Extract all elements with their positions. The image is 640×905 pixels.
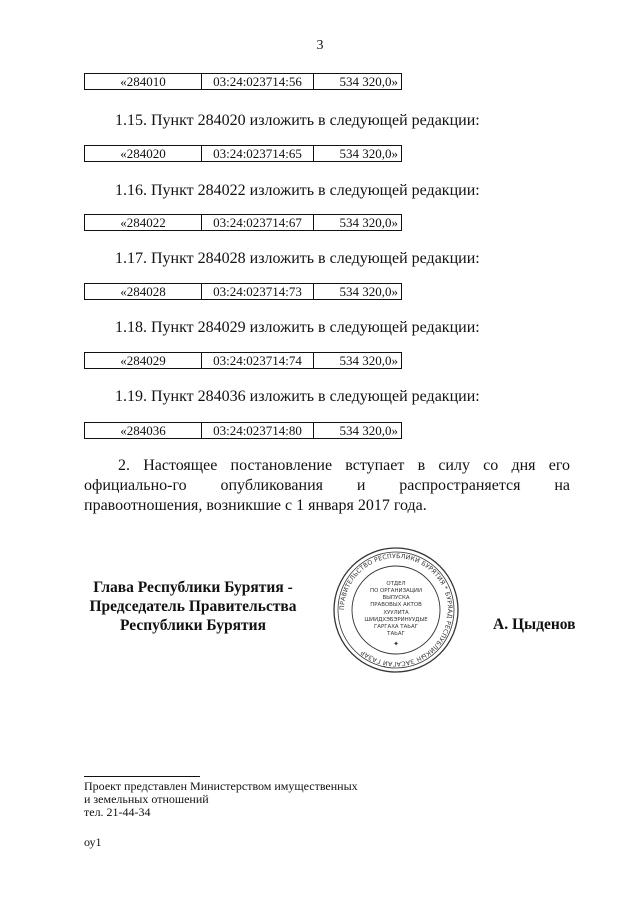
table-cell-cadastral: 03:24:023714:65 (202, 146, 314, 162)
table-cell-area: 534 320,0» (314, 215, 402, 231)
stamp-line: ВЫПУСКА (382, 595, 410, 601)
footer-note (84, 780, 358, 819)
table-cell-item: «284036 (85, 423, 202, 439)
document-code: оу1 (84, 835, 102, 849)
footer-divider (84, 776, 200, 777)
signatory-name: А. Цыденов (493, 616, 576, 633)
footer-line-3: тел. 21-44-34 (84, 805, 151, 819)
paragraph: 1.16. Пункт 284022 изложить в следующей редакции: (115, 182, 480, 199)
table-cell-item: «284028 (85, 284, 202, 300)
table-cell-area: 534 320,0» (314, 423, 402, 439)
table-row (84, 214, 402, 231)
stamp-line: ОТДЕЛ (386, 581, 406, 587)
paragraph: 1.18. Пункт 284029 изложить в следующей редакции: (115, 319, 480, 336)
signatory-line-2: Председатель Правительства (89, 598, 297, 615)
signatory-title (70, 578, 316, 635)
stamp-line: ГАРГАХА ТАЬАГ (374, 624, 418, 630)
table-cell-cadastral: 03:24:023714:67 (202, 215, 314, 231)
paragraph: 1.19. Пункт 284036 изложить в следующей редакции: (115, 388, 480, 405)
table-row (84, 145, 402, 162)
table-cell-item: «284020 (85, 146, 202, 162)
stamp-line: ШИИДХЭБЭРИНУУДЫЕ (364, 617, 428, 623)
official-stamp (330, 545, 462, 675)
table-cell-cadastral: 03:24:023714:74 (202, 353, 314, 369)
table-cell-area: 534 320,0» (314, 284, 402, 300)
stamp-ring-text: ПРАВИТЕЛЬСТВО РЕСПУБЛИКИ БУРЯТИЯ * БУРЯАД РЕСПУБЛИКЫН ЗАСАГАЙ ГАЗАР (338, 552, 454, 668)
table-row (84, 283, 402, 300)
table-cell-item: «284029 (85, 353, 202, 369)
table-row (84, 73, 402, 90)
footer-line-1: Проект представлен Министерством имущественных (84, 779, 358, 793)
signatory-line-1: Глава Республики Бурятия - (93, 579, 293, 596)
stamp-line: ТАЬАГ (387, 631, 405, 637)
signatory-line-3: Республики Бурятия (120, 617, 266, 634)
clause-2: 2. Настоящее постановление вступает в силу со дня его официально-го опубликования и распространяется на правоотношения, возникшие с 1 января 2017 года. (84, 457, 570, 514)
stamp-line: ПРАВОВЫХ АКТОВ (370, 602, 422, 608)
stamp-line: ХУУЛИТА (383, 610, 409, 616)
table-cell-cadastral: 03:24:023714:56 (202, 74, 314, 90)
stamp-star-icon: ✦ (393, 640, 399, 648)
table-cell-area: 534 320,0» (314, 146, 402, 162)
paragraph: 1.17. Пункт 284028 изложить в следующей редакции: (115, 250, 480, 267)
table-cell-item: «284010 (85, 74, 202, 90)
table-cell-area: 534 320,0» (314, 353, 402, 369)
table-row (84, 352, 402, 369)
stamp-line: ПО ОРГАНИЗАЦИИ (370, 588, 422, 594)
table-row (84, 422, 402, 439)
table-cell-cadastral: 03:24:023714:80 (202, 423, 314, 439)
paragraph: 1.15. Пункт 284020 изложить в следующей редакции: (115, 112, 480, 129)
table-cell-cadastral: 03:24:023714:73 (202, 284, 314, 300)
table-cell-item: «284022 (85, 215, 202, 231)
table-cell-area: 534 320,0» (314, 74, 402, 90)
page-number: 3 (316, 38, 324, 53)
footer-line-2: и земельных отношений (84, 792, 209, 806)
